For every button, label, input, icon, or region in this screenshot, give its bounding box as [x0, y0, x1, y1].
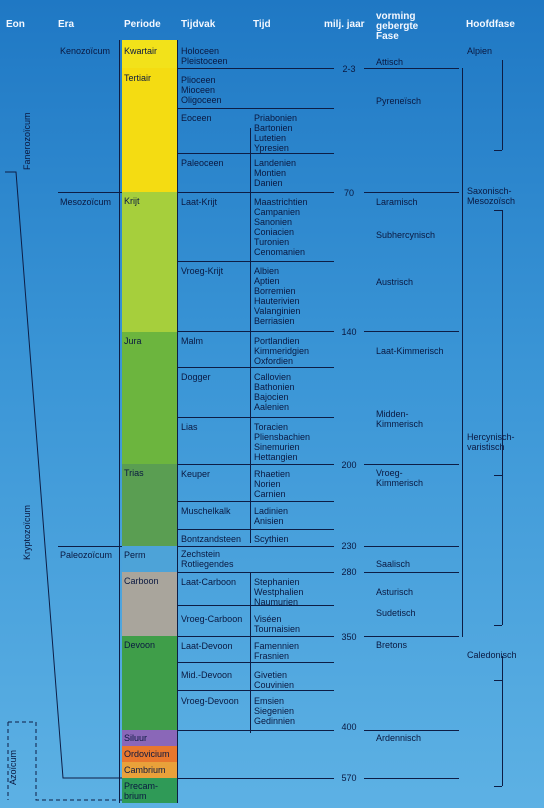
age-value: 2-3 — [342, 64, 356, 74]
tijd-label: Emsien Siegenien Gedinnien — [254, 696, 296, 726]
tijd-label: Givetien Couvinien — [254, 670, 295, 690]
fase-label: Laramisch — [376, 197, 418, 207]
age-line — [364, 730, 459, 731]
row-line — [177, 153, 334, 154]
fase-label: Laat-Kimmerisch — [376, 346, 444, 356]
hoofdfase-tick — [494, 625, 502, 626]
tijd-label: Ladinien Anisien — [254, 506, 289, 526]
age-line — [364, 464, 459, 465]
period-label: Carboon — [124, 576, 159, 586]
header-era: Era — [58, 19, 75, 30]
tijdvak-label: Vroeg-Carboon — [181, 614, 243, 624]
hoofdfase-range-line — [502, 60, 503, 150]
age-value: 140 — [341, 327, 357, 337]
row-line — [177, 690, 334, 691]
header-milj-jaar: milj. jaar — [324, 19, 365, 30]
tijd-label: Viséen Tournaisien — [254, 614, 301, 634]
tijdvak-label: Bontzandsteen — [181, 534, 242, 544]
tijdvak-label: Lias — [181, 422, 198, 432]
period-label: Jura — [124, 336, 142, 346]
tijdvak-label: Laat-Krijt — [181, 197, 218, 207]
hoofdfase-tick — [494, 475, 502, 476]
tijd-label: Callovien Bathonien Bajocien Aalenien — [254, 372, 295, 412]
hoofdfase-label: Hercynisch- varistisch — [467, 432, 515, 452]
row-line — [177, 261, 334, 262]
tijd-label: Stephanien Westphalien Naumurien — [254, 577, 304, 607]
fase-label: Austrisch — [376, 277, 414, 287]
tijd-label: Famennien Frasnien — [254, 641, 300, 661]
fase-label: Attisch — [376, 57, 404, 67]
tijd-label: Albien Aptien Borremien Hauterivien Valanginien Berriasien — [254, 266, 301, 326]
tijdvak-label: Vroeg-Devoon — [181, 696, 239, 706]
hoofdfase-tick — [494, 786, 502, 787]
fase-label: Saalisch — [376, 559, 411, 569]
row-line — [177, 367, 334, 368]
age-value: 70 — [343, 188, 354, 198]
age-line — [364, 636, 459, 637]
hoofdfase-tick — [494, 680, 502, 681]
row-line — [177, 572, 334, 573]
fase-label: Sudetisch — [376, 608, 416, 618]
header-periode: Periode — [124, 19, 161, 30]
period-label: Trias — [124, 468, 144, 478]
fase-label: Subhercynisch — [376, 230, 436, 240]
era-label: Paleozoïcum — [60, 550, 113, 560]
tijdvak-label: Vroeg-Krijt — [181, 266, 224, 276]
age-line — [364, 778, 459, 779]
age-value: 570 — [341, 773, 357, 783]
hoofdfase-label: Caledonisch — [467, 650, 517, 660]
header-hoofdfase: Hoofdfase — [466, 19, 515, 30]
tijdvak-label: Dogger — [181, 372, 211, 382]
period-label: Precam- brium — [124, 781, 159, 801]
header-vorming: vorming gebergte Fase — [376, 11, 419, 42]
header-tijdvak: Tijdvak — [181, 19, 216, 30]
tijd-label: Portlandien Kimmeridgien Oxfordien — [254, 336, 310, 366]
tijdvak-label: Muschelkalk — [181, 506, 231, 516]
tijd-label: Scythien — [254, 534, 289, 544]
age-line — [364, 331, 459, 332]
row-line — [177, 331, 334, 332]
tijd-label: Maastrichtien Campanien Sanonien Coniacien Turonien Cenomanien — [254, 197, 308, 257]
era-label: Kenozoïcum — [60, 46, 111, 56]
tijd-label: Toracien Pliensbachien Sinemurien Hettangien — [254, 422, 311, 462]
fase-label: Ardennisch — [376, 733, 422, 743]
hoofdfase-tick — [494, 150, 502, 151]
row-line — [177, 636, 334, 637]
fase-label: Midden- Kimmerisch — [376, 409, 424, 429]
hoofdfase-range-line — [502, 656, 503, 786]
age-line — [364, 192, 459, 193]
header-eon: Eon — [6, 19, 25, 30]
row-line — [177, 501, 334, 502]
tijdvak-label: Malm — [181, 336, 203, 346]
row-line — [177, 730, 334, 731]
age-line — [364, 68, 459, 69]
tijdvak-label: Holoceen Pleistoceen — [181, 46, 228, 66]
tijdvak-label: Laat-Devoon — [181, 641, 233, 651]
row-line — [177, 662, 334, 663]
header-tijd: Tijd — [253, 19, 271, 30]
age-line — [364, 572, 459, 573]
tijdvak-label: Zechstein Rotliegendes — [181, 549, 234, 569]
period-label: Kwartair — [124, 46, 158, 56]
hoofdfase-tick — [494, 210, 502, 211]
eon-label: Fanerozoïcum — [22, 112, 32, 170]
row-line — [177, 192, 334, 193]
row-line — [177, 546, 334, 547]
tijd-label: Priabonien Bartonien Lutetien Ypresien — [254, 113, 298, 153]
tijdvak-label: Plioceen Mioceen Oligoceen — [181, 75, 222, 105]
period-label: Siluur — [124, 733, 148, 743]
age-value: 350 — [341, 632, 357, 642]
row-line — [177, 529, 334, 530]
fase-label: Pyreneïsch — [376, 96, 422, 106]
hoofdfase-label: Alpien — [467, 46, 493, 56]
period-label: Perm — [124, 550, 146, 560]
tijdvak-label: Paleoceen — [181, 158, 224, 168]
period-label: Ordovicium — [124, 749, 170, 759]
age-value: 230 — [341, 541, 357, 551]
tijd-label: Rhaetien Norien Carnien — [254, 469, 291, 499]
tijdvak-label: Laat-Carboon — [181, 577, 237, 587]
age-value: 280 — [341, 567, 357, 577]
tijdvak-label: Eoceen — [181, 113, 212, 123]
period-label: Krijt — [124, 196, 140, 206]
row-line — [177, 108, 334, 109]
row-line — [177, 464, 334, 465]
fase-label: Vroeg- Kimmerisch — [376, 468, 424, 488]
tijdvak-label: Keuper — [181, 469, 211, 479]
hoofdfase-label: Saxonisch- Mesozoïsch — [467, 186, 516, 206]
period-label: Cambrium — [124, 765, 166, 775]
row-line — [177, 417, 334, 418]
tijdvak-label: Mid.-Devoon — [181, 670, 233, 680]
fase-label: Bretons — [376, 640, 408, 650]
hoofdfase-range-line — [502, 465, 503, 625]
hoofdfase-range-line — [462, 68, 463, 637]
age-value: 400 — [341, 722, 357, 732]
eon-label: Kryptozoïcum — [22, 504, 32, 560]
period-label: Devoon — [124, 640, 156, 650]
period-label: Tertiair — [124, 73, 152, 83]
age-line — [364, 546, 459, 547]
row-line — [177, 68, 334, 69]
row-line — [177, 778, 334, 779]
fase-label: Asturisch — [376, 587, 414, 597]
eon-label: Azoïcum — [8, 749, 18, 785]
tijd-label: Landenien Montien Danien — [254, 158, 297, 188]
age-value: 200 — [341, 460, 357, 470]
era-label: Mesozoïcum — [60, 197, 112, 207]
